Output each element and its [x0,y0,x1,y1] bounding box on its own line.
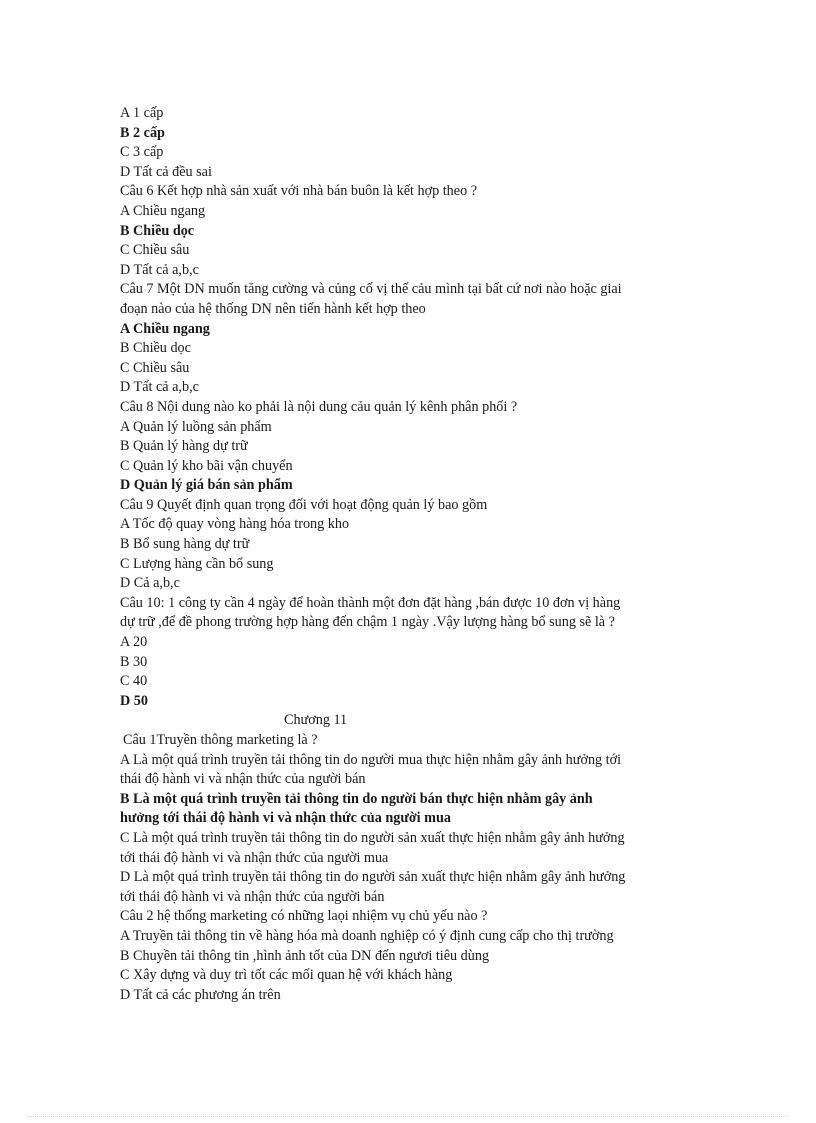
text-line: B Quản lý hàng dự trữ [120,438,248,455]
text-line: Câu 9 Quyết định quan trọng đối với hoạt động quản lý bao gồm [120,496,488,513]
text-line: C Lượng hàng cần bổ sung [120,555,274,572]
text-line: tới thái độ hành vi và nhận thức của người mua [120,849,389,866]
text-line: A Truyền tải thông tin về hàng hóa mà doanh nghiệp có ý định cung cấp cho thị trường [120,927,614,944]
text-line: D Tất cả các phương án trên [120,986,281,1003]
answer-line-correct: D Quản lý giá bán sản phẩm [120,477,293,494]
answer-line-correct: hưởng tới thái độ hành vi và nhận thức của người mua [120,810,451,827]
text-line: B 30 [120,653,148,670]
answer-line-correct: B 2 cấp [120,124,165,141]
answer-line-correct: D 50 [120,692,148,709]
text-line: B Bổ sung hàng dự trữ [120,536,250,553]
text-line: tới thái độ hành vi và nhận thức của người bán [120,888,385,905]
text-line: D Tất cả a,b,c [120,261,199,278]
text-line: D Là một quá trình truyền tải thông tin do người sản xuất thực hiện nhằm gây ảnh hưởng [120,869,626,886]
text-line: D Tất cả a,b,c [120,379,199,396]
text-line: A 1 cấp [120,105,164,121]
text-line: Câu 1Truyền thông marketing là ? [123,732,318,748]
text-line: đoạn nào của hệ thống DN nên tiến hành kết hợp theo [120,300,426,317]
text-line: C Chiều sâu [120,242,190,259]
text-line: A Tốc độ quay vòng hàng hóa trong kho [120,516,350,533]
text-line: thái độ hành vi và nhận thức của người bán [120,771,366,788]
chapter-heading: Chương 11 [284,712,348,729]
text-line: B Chuyền tải thông tin ,hình ảnh tốt của DN đến ngươi tiêu dùng [120,947,490,964]
text-line: C Là một quá trình truyền tải thông tin do người sản xuất thực hiện nhằm gây ảnh hưởng [120,829,625,846]
text-line: Câu 8 Nội dung nào ko phải là nội dung cảu quản lý kênh phân phối ? [120,398,518,415]
text-line: A Chiều ngang [120,202,206,219]
answer-line-correct: B Chiều dọc [120,222,195,239]
text-line: C Quản lý kho bãi vận chuyển [120,457,293,474]
document-body [120,104,700,1005]
text-line: C Chiều sâu [120,359,190,376]
text-line: Câu 2 hệ thống marketing có những laọi nhiệm vụ chủ yếu nào ? [120,908,488,925]
text-line: B Chiều dọc [120,340,191,357]
text-line: A 20 [120,634,148,651]
text-line: C 3 cấp [120,144,164,161]
answer-line-correct: A Chiều ngang [120,320,210,337]
text-line: A Quản lý luồng sản phẩm [120,418,272,435]
text-line: Câu 6 Kết hợp nhà sản xuất với nhà bán buôn là kết hợp theo ? [120,183,478,200]
text-line: Câu 10: 1 công ty cần 4 ngày để hoàn thành một đơn đặt hàng ,bán được 10 đơn vị hàng [120,594,621,611]
text-line: D Cả a,b,c [120,575,180,592]
text-line: dự trữ ,để đề phong trường hợp hàng đến chậm 1 ngày .Vậy lượng hàng bổ sung sẽ là ? [120,614,615,631]
text-line: C 40 [120,673,148,690]
text-line: C Xây dựng và duy trì tốt các mối quan hệ với khách hàng [120,967,453,984]
page-bottom-rule [28,1116,788,1117]
text-line: D Tất cả đều sai [120,163,212,180]
text-line: Câu 7 Một DN muốn tăng cường và củng cố vị thế cảu mình tại bất cứ nơi nào hoặc giai [120,281,622,298]
answer-line-correct: B Là một quá trình truyền tải thông tin do người bán thực hiện nhằm gây ảnh [120,790,593,807]
text-line: A Là một quá trình truyền tải thông tin do người mua thực hiện nhằm gây ảnh hưởng tới [120,751,622,768]
